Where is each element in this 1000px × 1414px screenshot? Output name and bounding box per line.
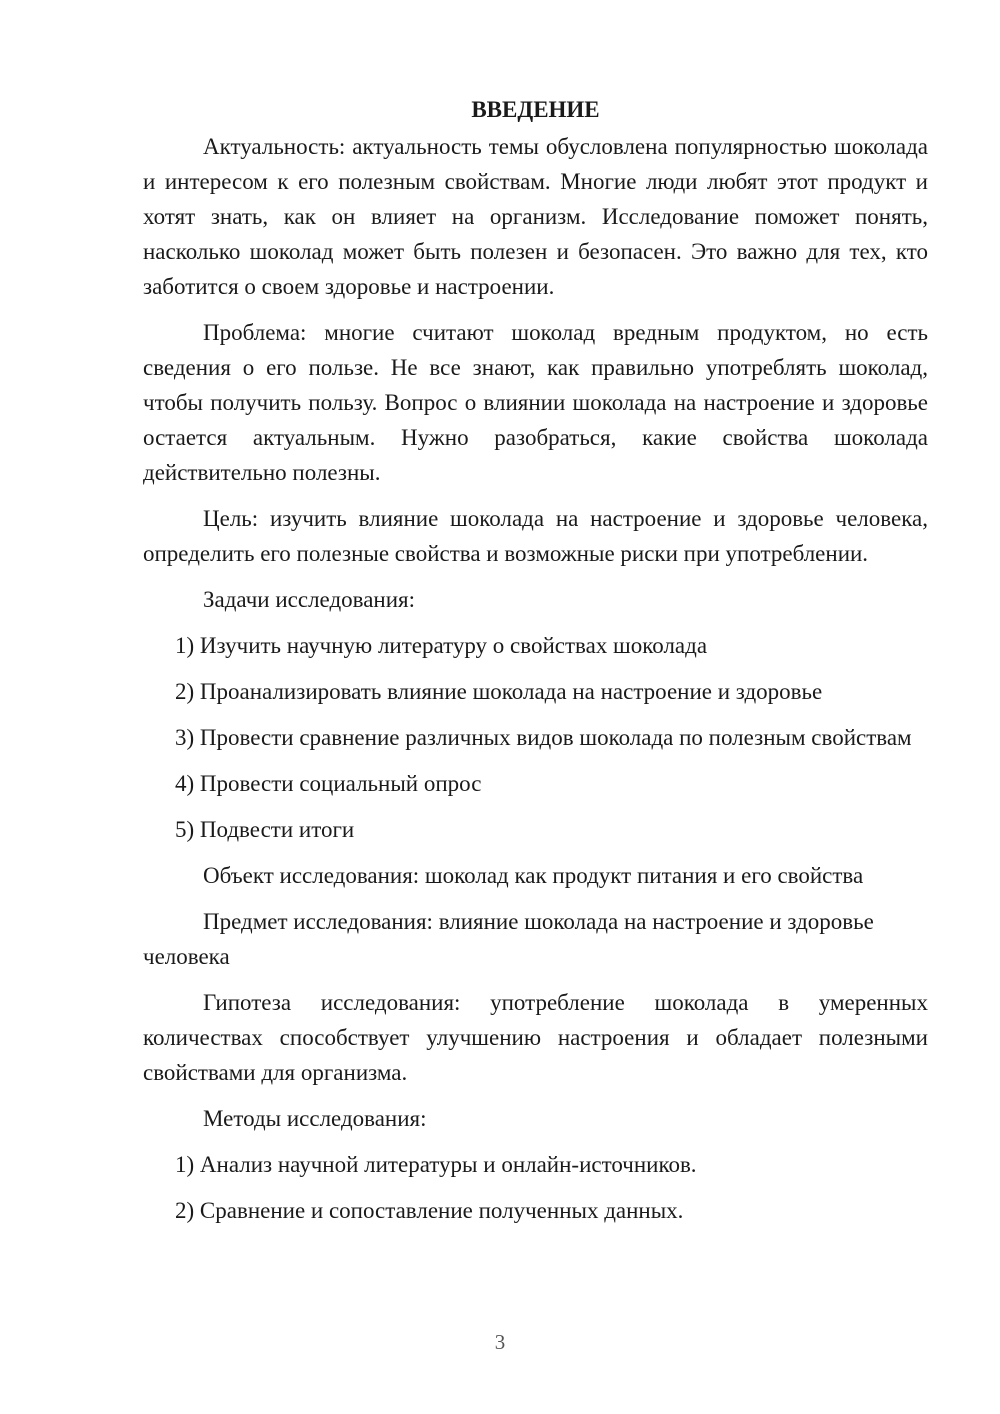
method-item-1: 1) Анализ научной литературы и онлайн-источников. [175, 1152, 697, 1177]
method-item-2: 2) Сравнение и сопоставление полученных данных. [175, 1198, 684, 1223]
task-item-1: 1) Изучить научную литературу о свойствах шоколада [175, 633, 708, 658]
goal-paragraph: Цель: изучить влияние шоколада на настроение и здоровье человека, определить его полезные свойства и возможные риски при употреблении. [143, 506, 928, 566]
task-item-4: 4) Провести социальный опрос [175, 771, 482, 796]
tasks-heading: Задачи исследования: [203, 587, 416, 612]
problem-paragraph: Проблема: многие считают шоколад вредным продуктом, но есть сведения о его пользе. Не все знают, как правильно употреблять шоколад, чтобы получить пользу. Вопрос о влиянии шоколада на настроение и здоровье остается актуальным. Нужно разобраться, какие свойства шоколада действительно полезны. [143, 320, 928, 485]
page-number: 3 [494, 1330, 506, 1354]
subject-paragraph: Предмет исследования: влияние шоколада на настроение и здоровье человека [143, 909, 874, 969]
methods-heading: Методы исследования: [203, 1106, 427, 1131]
relevance-paragraph: Актуальность: актуальность темы обусловлена популярностью шоколада и интересом к его полезным свойствам. Многие люди любят этот продукт и хотят знать, как он влияет на организм. Исследование поможет понять, насколько шоколад может быть полезен и безопасен. Это важно для тех, кто заботится о своем здоровье и настроении. [143, 134, 928, 299]
task-item-3: 3) Провести сравнение различных видов шоколада по полезным свойствам [175, 725, 912, 750]
task-item-5: 5) Подвести итоги [175, 817, 355, 842]
document-page [143, 92, 928, 1239]
hypothesis-paragraph: Гипотеза исследования: употребление шоколада в умеренных количествах способствует улучшению настроения и обладает полезными свойствами для организма. [143, 990, 928, 1085]
section-title: ВВЕДЕНИЕ [471, 97, 600, 122]
object-paragraph: Объект исследования: шоколад как продукт питания и его свойства [203, 863, 864, 888]
task-item-2: 2) Проанализировать влияние шоколада на настроение и здоровье [175, 679, 823, 704]
